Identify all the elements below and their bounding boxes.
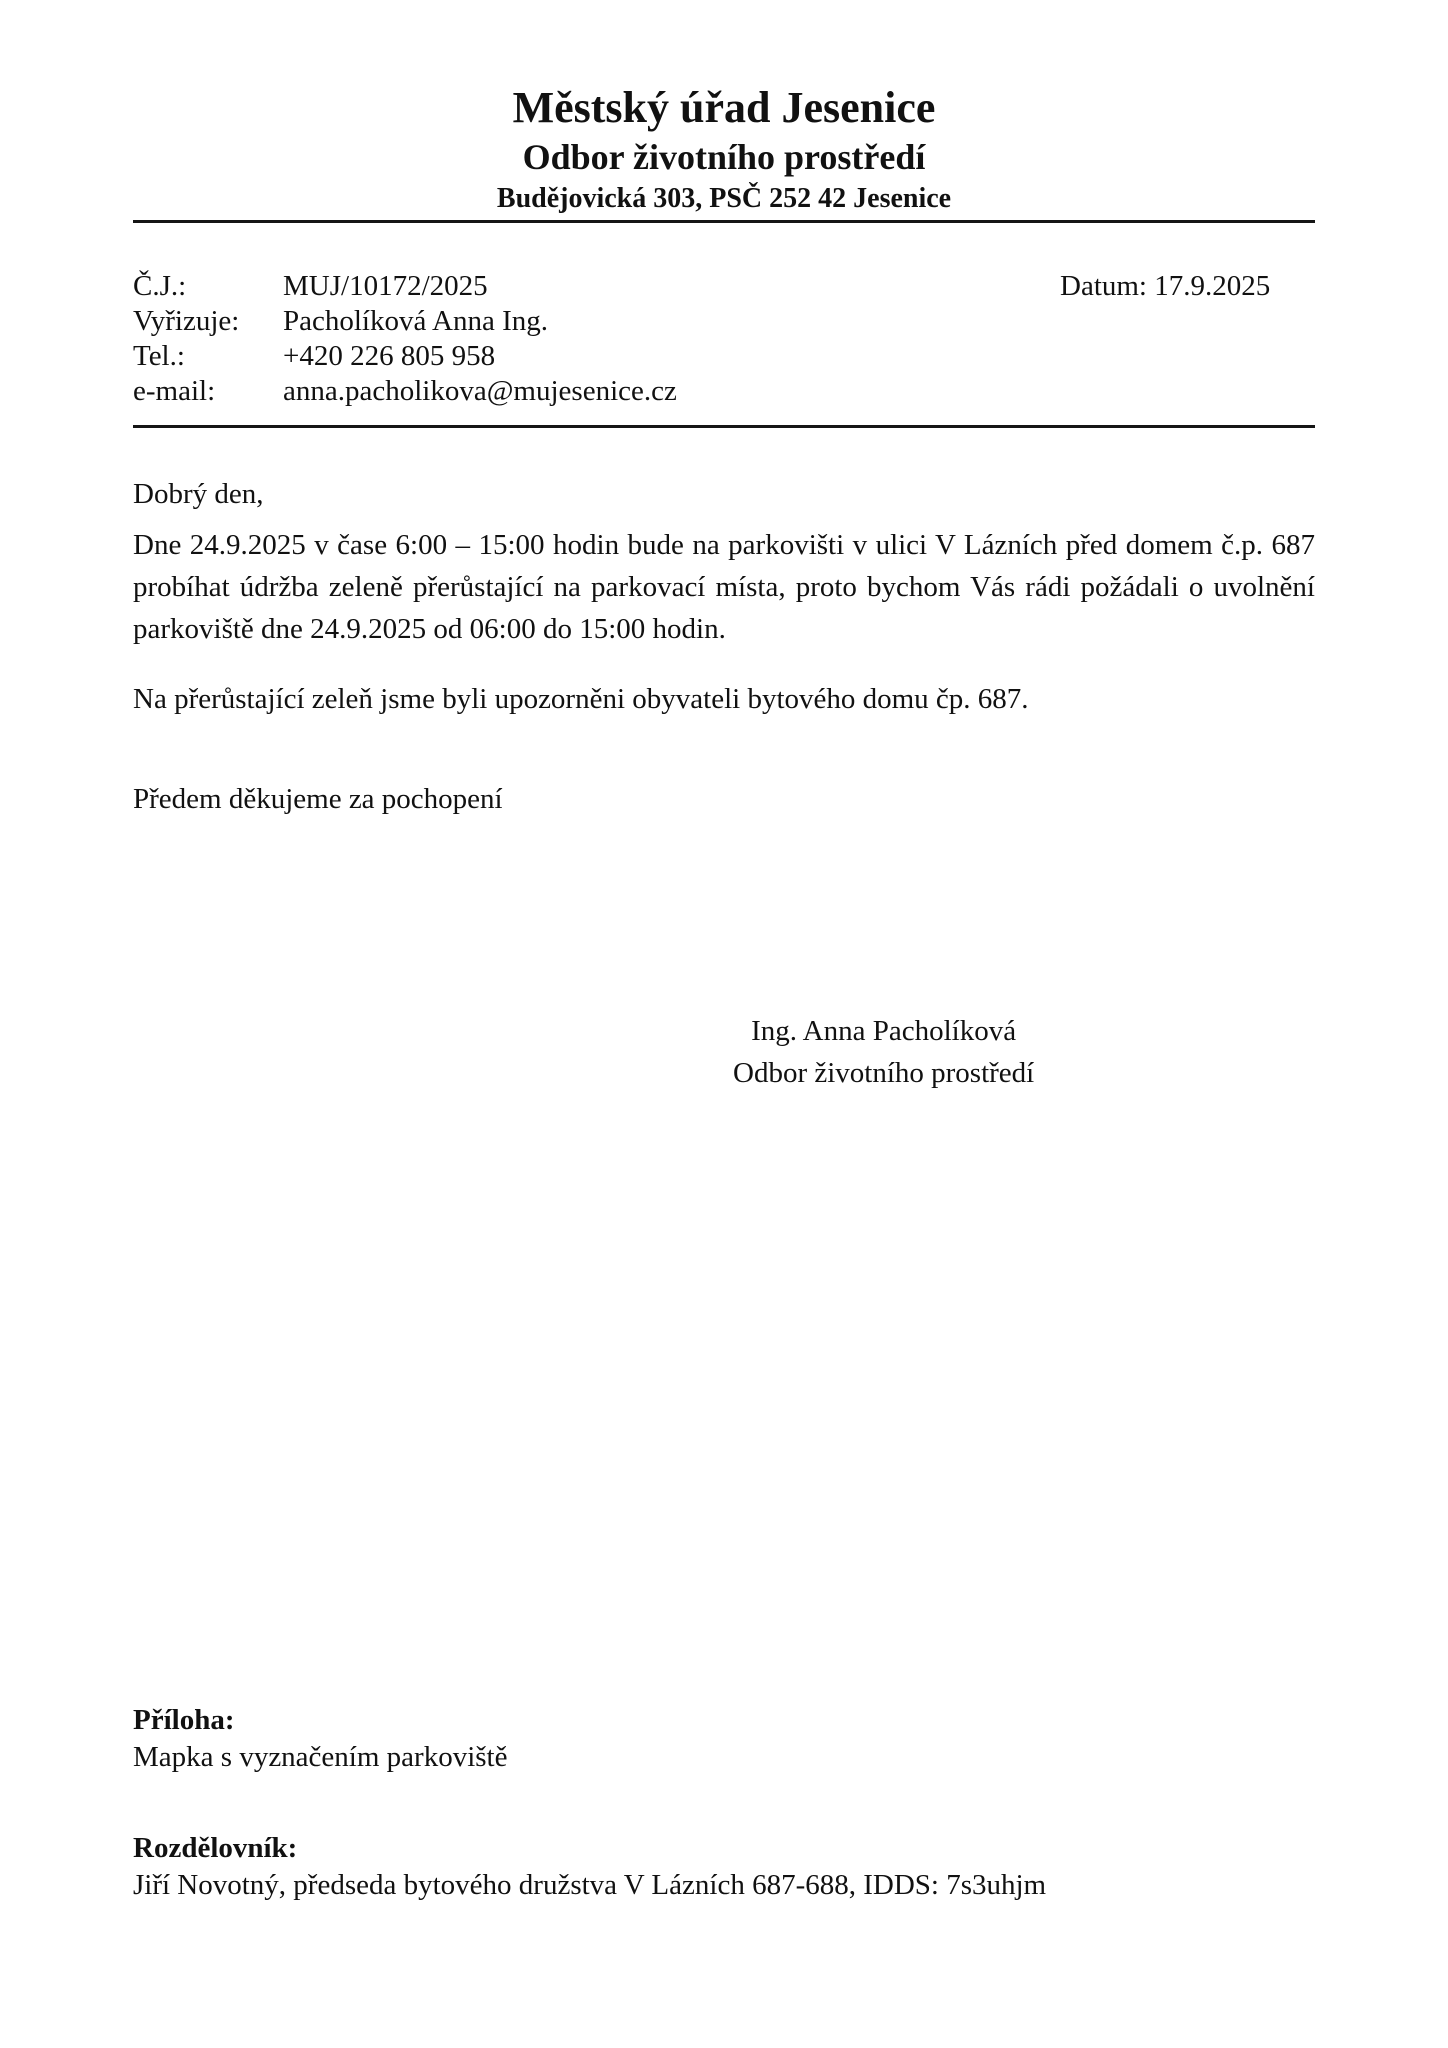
office-department: Odbor životního prostředí [522, 137, 926, 177]
attachment-value: Mapka s vyznačením parkoviště [133, 1741, 508, 1773]
signature-department: Odbor životního prostředí [733, 1057, 1035, 1089]
meta-row-email [133, 374, 1315, 409]
meta-block [133, 269, 1315, 409]
greeting: Dobrý den, [133, 478, 264, 510]
paragraph-main: Dne 24.9.2025 v čase 6:00 – 15:00 hodin bude na parkovišti v ulici V Lázních před domem č.p. 687 probíhat údržba zeleně přerůstající na parkovací místa, proto bychom Vás rádi požádali o uvolnění parkoviště dne 24.9.2025 od 06:00 do 15:00 hodin. [133, 529, 1315, 645]
meta-label-vyrizuje: Vyřizuje: [133, 305, 240, 337]
office-title: Městský úřad Jesenice [512, 83, 936, 132]
attachment-label: Příloha: [133, 1704, 235, 1736]
meta-label-cj: Č.J.: [133, 270, 187, 302]
letterhead [133, 82, 1315, 218]
meta-row-vyrizuje [133, 304, 1315, 339]
paragraph-note: Na přerůstající zeleň jsme byli upozorněni obyvateli bytového domu čp. 687. [133, 683, 1029, 715]
distribution-label: Rozdělovník: [133, 1832, 298, 1864]
signature-name: Ing. Anna Pacholíková [751, 1015, 1017, 1047]
letterhead-divider [133, 220, 1315, 223]
closing-line: Předem děkujeme za pochopení [133, 783, 503, 815]
meta-row-tel [133, 339, 1315, 374]
meta-label-tel: Tel.: [133, 340, 185, 372]
meta-divider [133, 425, 1315, 428]
meta-value-tel: +420 226 805 958 [283, 340, 496, 372]
office-address: Budějovická 303, PSČ 252 42 Jesenice [496, 183, 952, 214]
meta-value-cj: MUJ/10172/2025 [283, 270, 488, 302]
meta-value-email: anna.pacholikova@mujesenice.cz [283, 375, 677, 407]
signature [733, 1010, 1034, 1094]
attachment-block [133, 1702, 1315, 1776]
signature-block [133, 1010, 1315, 1094]
meta-value-vyrizuje: Pacholíková Anna Ing. [283, 305, 548, 337]
letter-date: Datum: 17.9.2025 [1060, 270, 1271, 302]
meta-label-email: e-mail: [133, 375, 216, 407]
distribution-block [133, 1830, 1315, 1904]
distribution-value: Jiří Novotný, předseda bytového družstva V Lázních 687-688, IDDS: 7s3uhjm [133, 1869, 1047, 1901]
